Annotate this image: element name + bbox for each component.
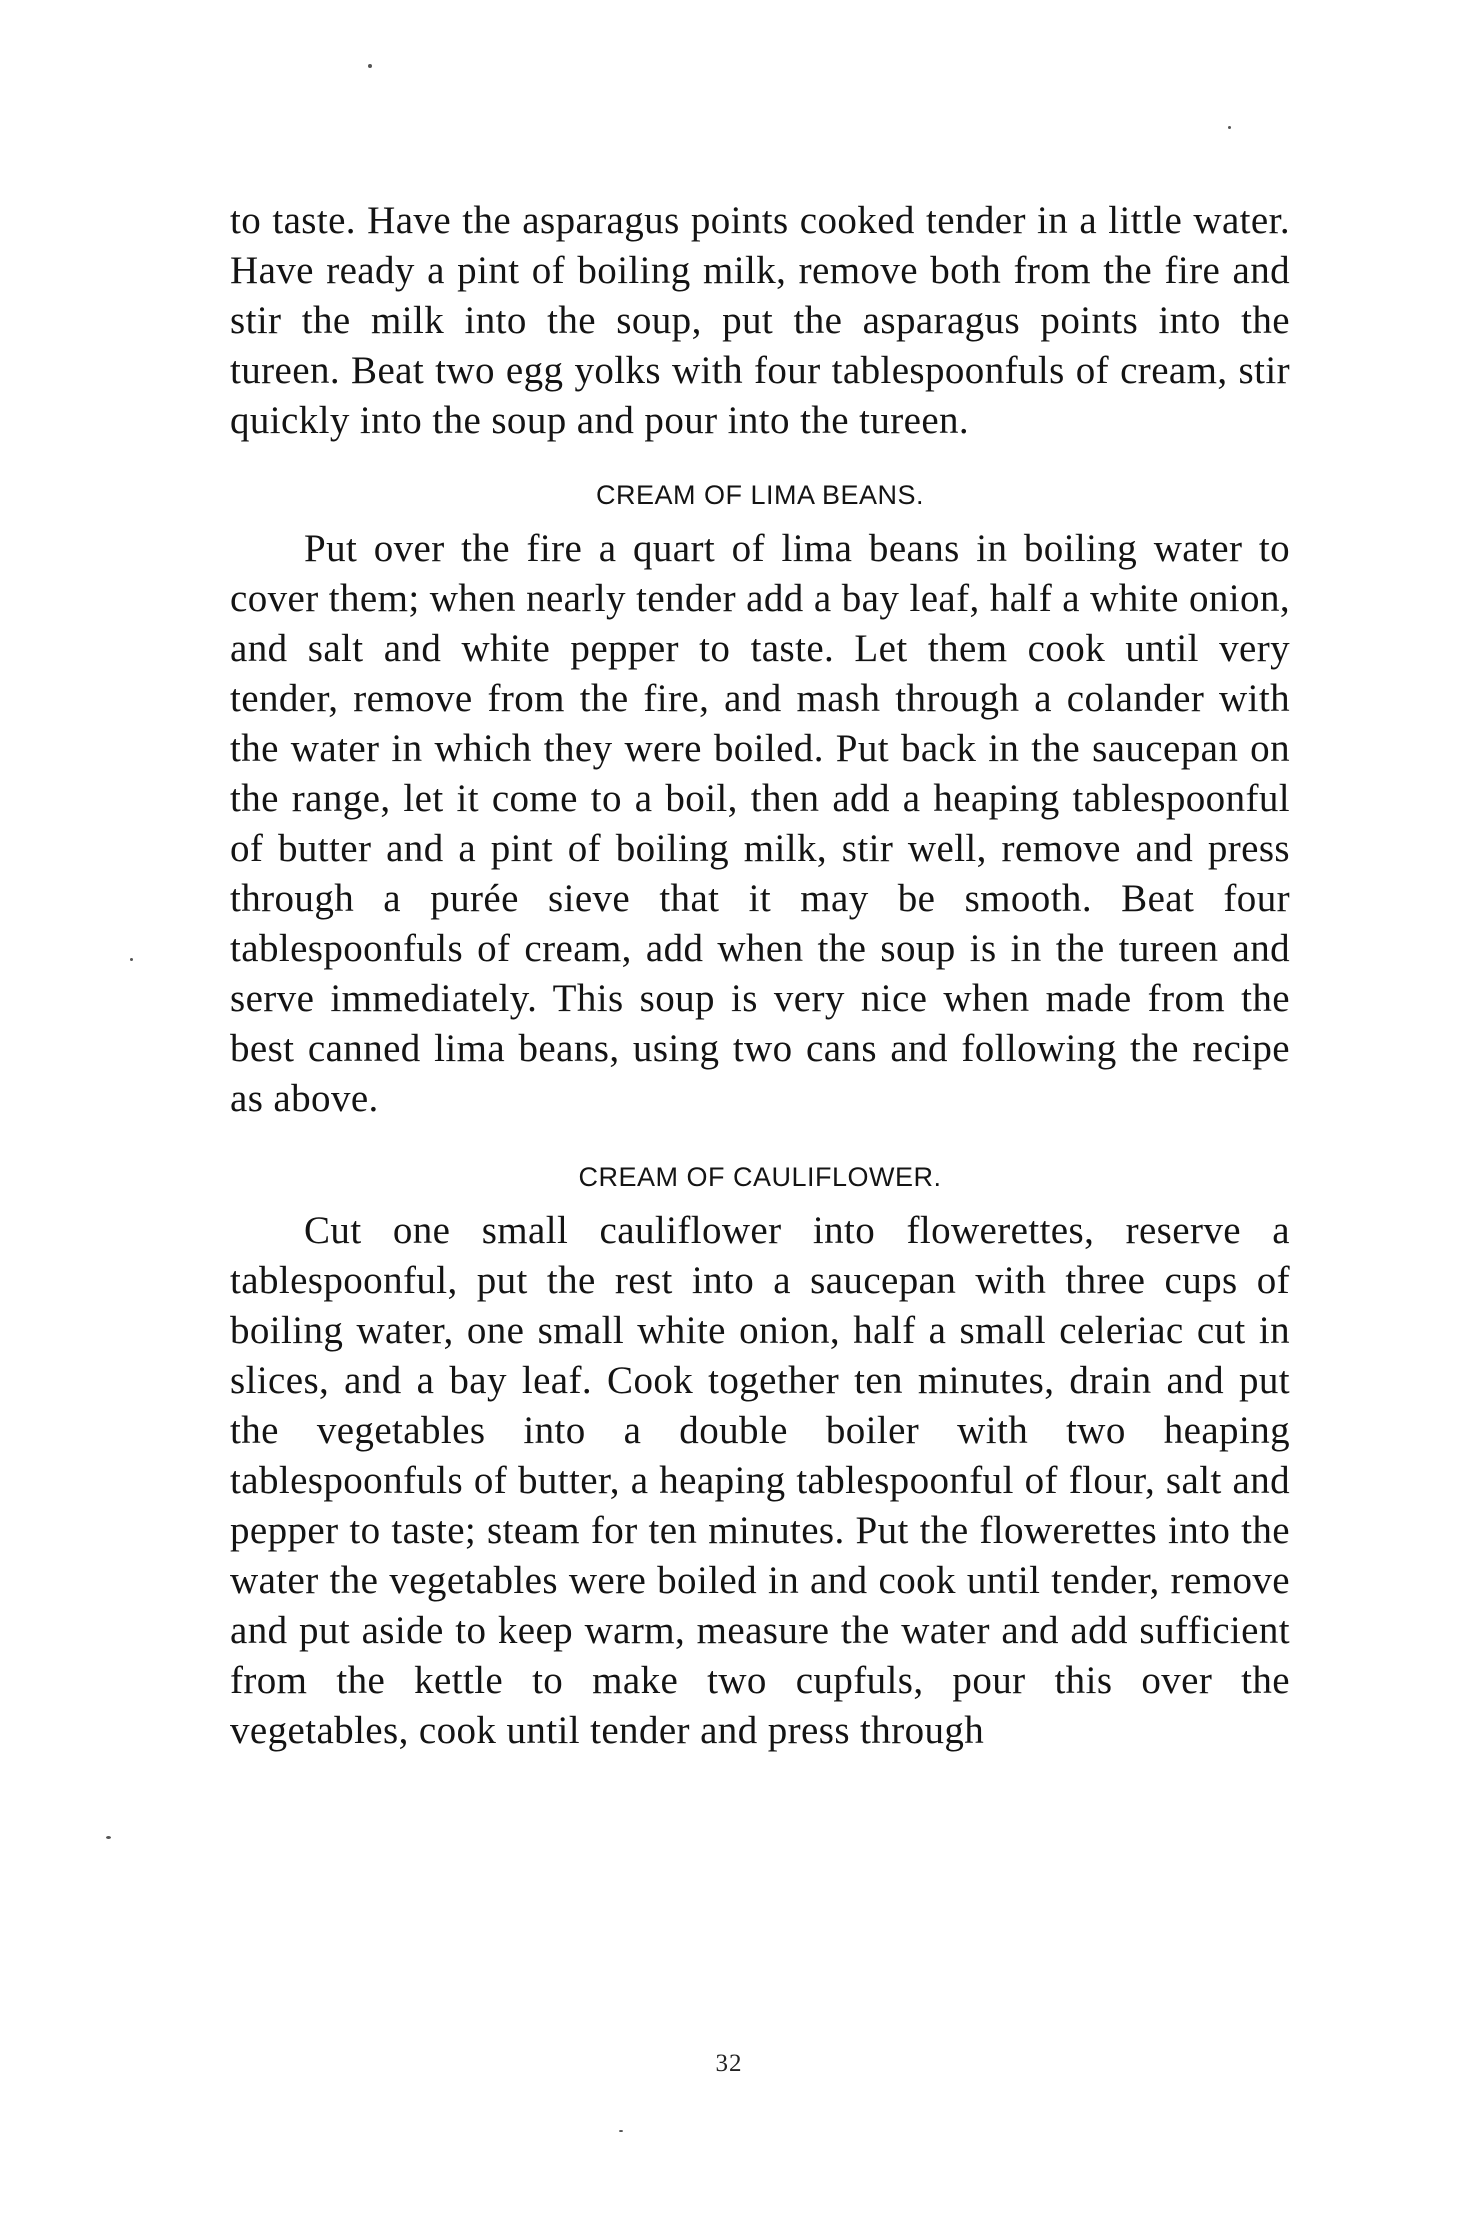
scan-speck	[1228, 126, 1231, 129]
scan-speck	[619, 2130, 623, 2132]
cauliflower-paragraph: Cut one small cauliflower into flowerettes, reserve a tablespoonful, put the rest into a saucepan with three cups of boiling water, one small white onion, half a small celeriac cut in slices, and a bay leaf. Cook together ten minutes, drain and put the vegetables into a double boiler with two heaping tablespoonfuls of butter, a heaping tablespoonful of flour, salt and pepper to taste; steam for ten minutes. Put the flowerettes into the water the vegetables were boiled in and cook until tender, remove and put aside to keep warm, measure the water and add sufficient from the kettle to make two cupfuls, pour this over the vegetables, cook until tender and press through	[230, 1209, 1290, 1752]
heading-cream-of-lima-beans: CREAM OF LIMA BEANS.	[595, 480, 925, 510]
heading-cream-of-cauliflower: CREAM OF CAULIFLOWER.	[578, 1162, 942, 1192]
intro-paragraph: to taste. Have the asparagus points cooked tender in a little water. Have ready a pint of boiling milk, remove both from the fire and stir the milk into the soup, put the asparagus points into the tureen. Beat two egg yolks with four tablespoonfuls of cream, stir quickly into the soup and pour into the tureen.	[230, 199, 1290, 442]
scan-speck	[106, 1836, 111, 1839]
page-body	[230, 196, 1290, 1756]
page-number: 32	[715, 2050, 743, 2077]
scan-speck	[130, 958, 133, 961]
scan-speck	[368, 64, 372, 68]
lima-beans-paragraph: Put over the fire a quart of lima beans in boiling water to cover them; when nearly tender add a bay leaf, half a white onion, and salt and white pepper to taste. Let them cook until very tender, remove from the fire, and mash through a colander with the water in which they were boiled. Put back in the saucepan on the range, let it come to a boil, then add a heaping tablespoonful of butter and a pint of boiling milk, stir well, remove and press through a purée sieve that it may be smooth. Beat four tablespoonfuls of cream, add when the soup is in the tureen and serve immediately. This soup is very nice when made from the best canned lima beans, using two cans and following the recipe as above.	[230, 527, 1290, 1120]
